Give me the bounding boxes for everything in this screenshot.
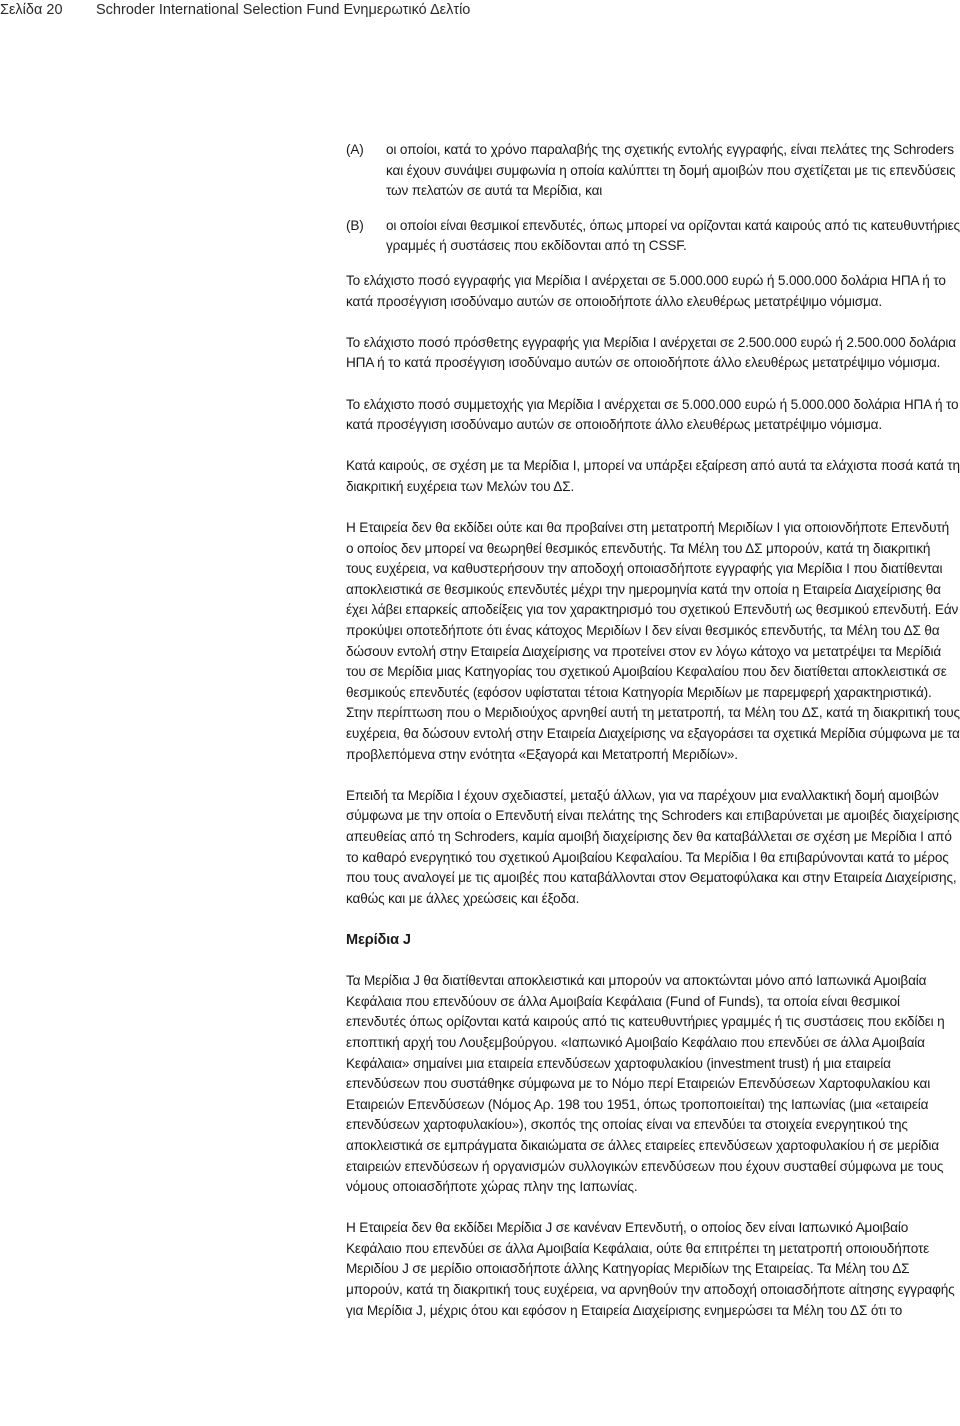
paragraph-minimum-additional-subscription: Το ελάχιστο ποσό πρόσθετης εγγραφής για Μερίδια I ανέρχεται σε 2.500.000 ευρώ ή 2.500.000 δολάρια ΗΠΑ ή το κατά προσέγγιση ισοδύναμο αυτών σε οποιοδήποτε άλλο ελευθέρως μετατρέψιμο νόμισμα.: [346, 334, 956, 371]
paragraph-institutional-investors: Η Εταιρεία δεν θα εκδίδει ούτε και θα προβαίνει στη μετατροπή Μεριδίων I για οποιονδήποτε Επενδυτή ο οποίος δεν μπορεί να θεωρηθεί θεσμικός επενδυτής. Τα Μέλη του ΔΣ μπορούν, κατά τη διακριτική τους ευχέρεια, να καθυστερήσουν την αποδοχή οποιασδήποτε εγγραφής για Μερίδια I που διατίθενται αποκλειστικά σε θεσμικούς επενδυτές μέχρι την ημερομηνία κατά την οποία η Εταιρεία Διαχείρισης θα έχει λάβει επαρκείς αποδείξεις για τον χαρακτηρισμό του σχετικού Επενδυτή ως θεσμικού επενδυτή. Εάν προκύψει οποτεδήποτε ότι ένας κάτοχος Μεριδίων I δεν είναι θεσμικός επενδυτής, τα Μέλη του ΔΣ θα δώσουν εντολή στην Εταιρεία Διαχείρισης να προτείνει στον εν λόγω κάτοχο να μετατρέψει τα Μερίδιά του σε Μερίδια μιας Κατηγορίας του σχετικού Αμοιβαίου Κεφαλαίου που δεν διατίθεται αποκλειστικά σε θεσμικούς επενδυτές (εφόσον υφίσταται τέτοια Κατηγορία Μεριδίων με παρεμφερή χαρακτηριστικά). Στην περίπτωση που ο Μεριδιούχος αρνηθεί αυτή τη μετατροπή, τα Μέλη του ΔΣ, κατά τη διακριτική τους ευχέρεια, θα δώσουν εντολή στην Εταιρεία Διαχείρισης να εξαγοράσει τα σχετικά Μερίδια σύμφωνα με τα προβλεπόμενα στην ενότητα «Εξαγορά και Μετατροπή Μεριδίων».: [346, 520, 960, 762]
paragraph-waiver: Κατά καιρούς, σε σχέση με τα Μερίδια I, μπορεί να υπάρξει εξαίρεση από αυτά τα ελάχιστα ποσά κατά τη διακριτική ευχέρεια των Μελών του ΔΣ.: [346, 458, 960, 494]
eligibility-list: [346, 140, 960, 257]
paragraph-j-shares-eligibility: Τα Μερίδια J θα διατίθενται αποκλειστικά και μπορούν να αποκτώνται μόνο από Ιαπωνικά Αμοιβαία Κεφάλαια που επενδύουν σε άλλα Αμοιβαία Κεφάλαια (Fund of Funds), τα οποία είναι θεσμικοί επενδυτές όπως ορίζονται κατά καιρούς από τις κατευθυντήριες γραμμές ή τις συστάσεις που εκδίδει η εποπτική αρχή του Λουξεμβούργου. «Ιαπωνικό Αμοιβαίο Κεφάλαιο που επενδύει σε άλλα Αμοιβαία Κεφάλαια» σημαίνει μια εταιρεία επενδύσεων χαρτοφυλακίου (investment trust) ή μια εταιρεία επενδύσεων που συστάθηκε σύμφωνα με το Νόμο περί Εταιρειών Επενδύσεων Χαρτοφυλακίου και Εταιρειών Επενδύσεων (Νόμος Αρ. 198 του 1951, όπως τροποποιείται) της Ιαπωνίας (μια «εταιρεία επενδύσεων χαρτοφυλακίου»), σκοπός της οποίας είναι να επενδύει τα στοιχεία ενεργητικού της αποκλειστικά σε εμπράγματα δικαιώματα σε άλλες εταιρείες επενδύσεων χαρτοφυλακίου ή σε μερίδια εταιρειών επενδύσεων ή οργανισμών συλλογικών επενδύσεων που έχουν συσταθεί σύμφωνα με τους νόμους οποιασδήποτε χώρας πλην της Ιαπωνίας.: [346, 973, 945, 1195]
list-item-a: [346, 140, 960, 202]
document-title: Schroder International Selection Fund Ενημερωτικό Δελτίο: [96, 2, 471, 18]
page-number: Σελίδα 20: [0, 2, 63, 18]
paragraph-minimum-subscription: Το ελάχιστο ποσό εγγραφής για Μερίδια I ανέρχεται σε 5.000.000 ευρώ ή 5.000.000 δολάρια ΗΠΑ ή το κατά προσέγγιση ισοδύναμο αυτών σε οποιοδήποτε άλλο ελευθέρως μετατρέψιμο νόμισμα.: [346, 272, 946, 309]
page-content: [346, 140, 960, 1342]
list-item-text: οι οποίοι είναι θεσμικοί επενδυτές, όπως μπορεί να ορίζονται κατά καιρούς από τις κατευθυντήριες γραμμές ή συστάσεις που εκδίδονται από τη CSSF.: [386, 217, 960, 254]
paragraph-j-shares-issuance: Η Εταιρεία δεν θα εκδίδει Μερίδια J σε κανέναν Επενδυτή, ο οποίος δεν είναι Ιαπωνικό Αμοιβαίο Κεφάλαιο που επενδύει σε άλλα Αμοιβαία Κεφάλαια, ούτε θα επιτρέπει τη μετατροπή οποιουδήποτε Μεριδίου J σε μερίδιο οποιασδήποτε άλλης Κατηγορίας Μεριδίων της Εταιρείας. Τα Μέλη του ΔΣ μπορούν, κατά τη διακριτική τους ευχέρεια, να αρνηθούν την αποδοχή οποιασδήποτε αίτησης εγγραφής για Μερίδια J, μέχρις ότου και εφόσον η Εταιρεία Διαχείρισης ενημερώσει τα Μέλη του ΔΣ ότι το: [346, 1220, 955, 1318]
paragraph-minimum-holding: Το ελάχιστο ποσό συμμετοχής για Μερίδια I ανέρχεται σε 5.000.000 ευρώ ή 5.000.000 δολάρια ΗΠΑ ή το κατά προσέγγιση ισοδύναμο αυτών σε οποιοδήποτε άλλο ελευθέρως μετατρέψιμο νόμισμα.: [346, 396, 959, 433]
section-heading-j-shares: Μερίδια J: [346, 931, 411, 948]
list-marker: (A): [346, 142, 364, 157]
list-item-text: οι οποίοι, κατά το χρόνο παραλαβής της σχετικής εντολής εγγραφής, είναι πελάτες της Schroders και έχουν συνάψει συμφωνία η οποία καλύπτει τη δομή αμοιβών που σχετίζεται με τις επενδύσεις των πελατών σε αυτά τα Μερίδια, και: [386, 142, 956, 199]
paragraph-fee-structure: Επειδή τα Μερίδια I έχουν σχεδιαστεί, μεταξύ άλλων, για να παρέχουν μια εναλλακτική δομή αμοιβών σύμφωνα με την οποία ο Επενδυτή είναι πελάτης της Schroders και επιβαρύνεται με αμοιβές διαχείρισης απευθείας από τη Schroders, καμία αμοιβή διαχείρισης δεν θα καταβάλλεται σε σχέση με Μερίδια I από το καθαρό ενεργητικό του σχετικού Αμοιβαίου Κεφαλαίου. Τα Μερίδια I θα επιβαρύνονται κατά το μέρος που τους αναλογεί με τις αμοιβές που καταβάλλονται στον Θεματοφύλακα και στην Εταιρεία Διαχείρισης, καθώς και με άλλες χρεώσεις και έξοδα.: [346, 787, 959, 906]
list-item-b: [346, 216, 960, 257]
page-header: [0, 0, 960, 24]
list-marker: (B): [346, 217, 364, 233]
